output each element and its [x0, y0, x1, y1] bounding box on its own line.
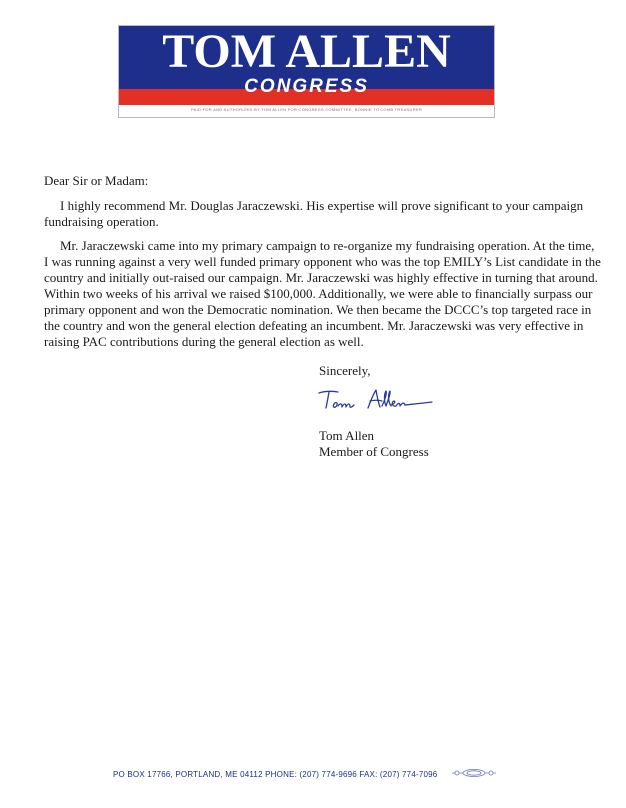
salutation: Dear Sir or Madam: [44, 173, 149, 188]
paragraph-line: I highly recommend Mr. Douglas Jaraczewski. His expertise will prove significant to your campaign [60, 198, 584, 213]
paragraph-line: the country and won the general election defeating an incumbent. Mr. Jaraczewski was very effective in [44, 318, 584, 333]
letterhead-office: CONGRESS [244, 76, 369, 97]
paragraph-line: country and initially out-raised our campaign. Mr. Jaraczewski was highly effective in turning that around. [44, 270, 598, 285]
paragraph-line: primary opponent and won the Democratic nomination. We then became the DCCC’s top targeted race in [44, 302, 592, 317]
closing: Sincerely, [319, 363, 371, 378]
letter-paragraph-1 [44, 198, 584, 230]
paragraph-line: Within two weeks of his arrival we raised $100,000. Additionally, we were able to financially surpass our [44, 286, 593, 301]
paid-for-disclaimer: PAID FOR AND AUTHORIZED BY TOM ALLEN FOR CONGRESS COMMITTEE, BONNIE TITCOMB TREASURER [190, 107, 423, 112]
footer-contact: PO BOX 17766, PORTLAND, ME 04112 PHONE: (207) 774-9696 FAX: (207) 774-7096 [113, 770, 438, 779]
paragraph-line: Mr. Jaraczewski came into my primary campaign to re-organize my fundraising operation. At the time, [60, 238, 595, 253]
paragraph-line: fundraising operation. [44, 214, 159, 229]
paragraph-line: I was running against a very well funded primary opponent who was the top EMILY’s List candidate in the [44, 254, 601, 269]
signer-title: Member of Congress [319, 444, 429, 459]
handwritten-signature [316, 384, 434, 418]
letterhead-banner [118, 25, 495, 118]
paragraph-line: raising PAC contributions during the general election as well. [44, 334, 364, 349]
letter-paragraph-2 [44, 238, 600, 350]
signer-name: Tom Allen [319, 428, 375, 443]
letterhead-name: TOM ALLEN [162, 25, 451, 78]
union-bug-logo [451, 768, 497, 778]
